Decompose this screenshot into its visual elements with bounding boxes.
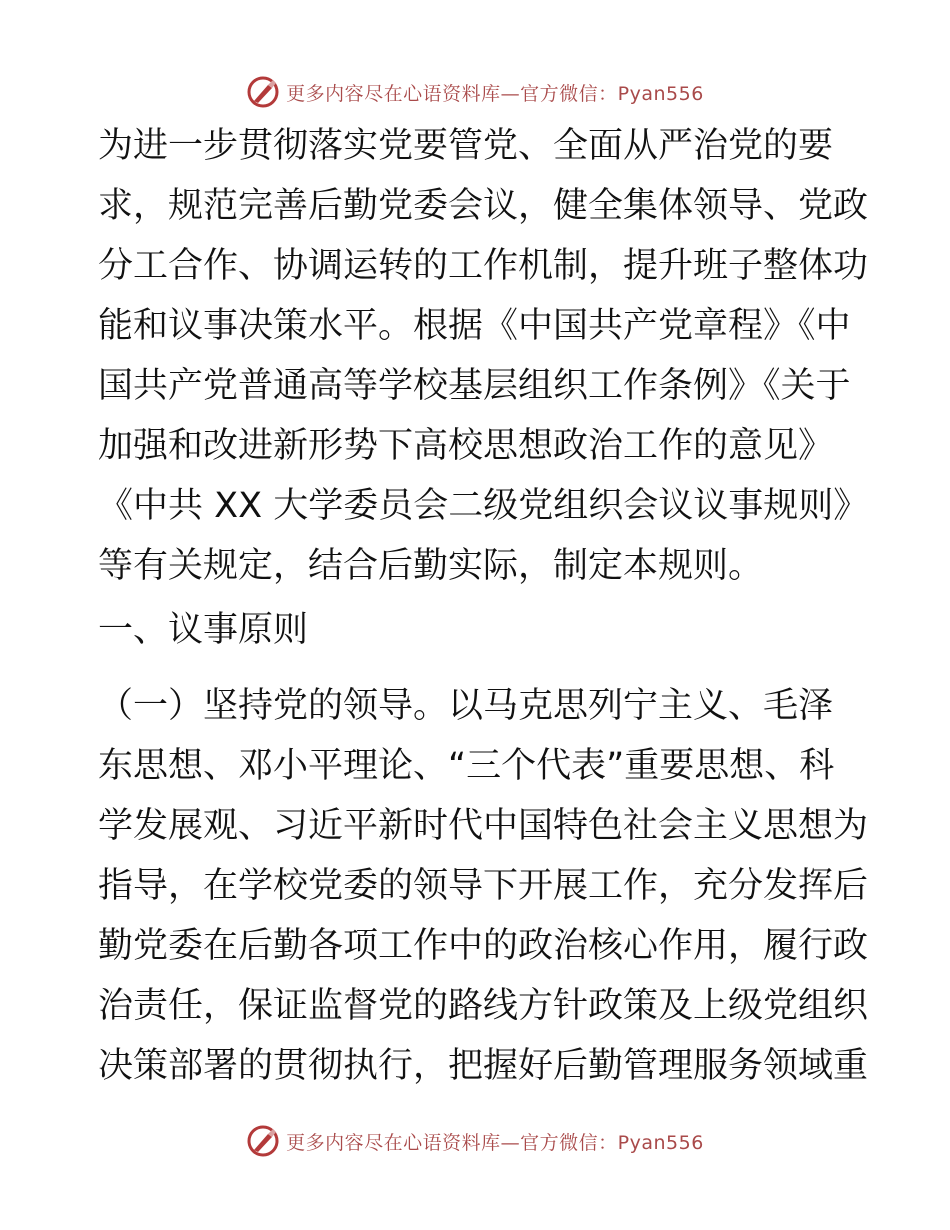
watermark-banner-top [0, 70, 950, 114]
body-line: 分工合作、协调运转的工作机制，提升班子整体功 [98, 246, 869, 286]
watermark-text: 更多内容尽在心语资料库—官方微信：Pyan556 [286, 82, 704, 105]
pen-seal-logo-icon [246, 1124, 280, 1158]
watermark-handle: Pyan556 [617, 1131, 704, 1154]
body-line: 加强和改进新形势下高校思想政治工作的意见》 [98, 426, 834, 466]
section-heading: 一、议事原则 [98, 610, 309, 650]
body-line: 东思想、邓小平理论、“三个代表”重要思想、科 [98, 746, 835, 786]
body-line: 学发展观、习近平新时代中国特色社会主义思想为 [98, 806, 869, 846]
body-line: 治责任，保证监督党的路线方针政策及上级党组织 [98, 986, 869, 1026]
watermark-text: 更多内容尽在心语资料库—官方微信：Pyan556 [286, 1131, 704, 1154]
watermark-handle: Pyan556 [617, 82, 704, 105]
body-line: 能和议事决策水平。根据《中国共产党章程》《中 [98, 306, 851, 346]
body-line: 决策部署的贯彻执行，把握好后勤管理服务领域重 [98, 1046, 869, 1086]
body-line: 勤党委在后勤各项工作中的政治核心作用，履行政 [98, 926, 869, 966]
body-line: 求，规范完善后勤党委会议，健全集体领导、党政 [98, 186, 869, 226]
watermark-banner-bottom [0, 1119, 950, 1163]
pen-seal-logo-icon [246, 75, 280, 109]
body-line: 为进一步贯彻落实党要管党、全面从严治党的要 [98, 126, 834, 166]
body-line: 《中共 XX 大学委员会二级党组织会议议事规则》 [98, 486, 869, 526]
body-line: （一）坚持党的领导。以马克思列宁主义、毛泽 [98, 686, 834, 726]
body-line: 等有关规定，结合后勤实际，制定本规则。 [98, 546, 764, 586]
body-line: 指导，在学校党委的领导下开展工作，充分发挥后 [98, 866, 869, 906]
body-line: 国共产党普通高等学校基层组织工作条例》《关于 [98, 366, 851, 406]
